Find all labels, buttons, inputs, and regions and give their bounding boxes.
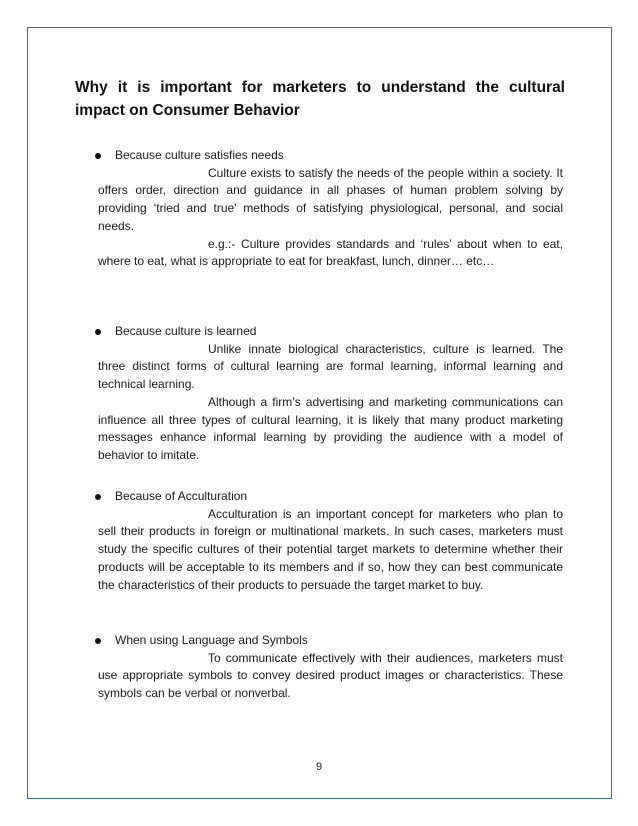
bullet-title: Because culture satisfies needs xyxy=(115,148,284,162)
paragraph-text: Although a firm’s advertising and marketing communications can influence all three types of cultural learning, it is likely that many product marketing messages enhance informal learning by providing the audience with a model of behavior to imitate. xyxy=(98,394,563,462)
page-number: 9 xyxy=(315,761,323,773)
bullet-section-culture-satisfies-needs xyxy=(95,147,563,271)
bullet-title: Because culture is learned xyxy=(115,324,257,338)
bullet-point xyxy=(95,153,101,159)
section-paragraph xyxy=(95,165,563,236)
bullet-section-language-and-symbols xyxy=(95,632,563,703)
bullet-title: Because of Acculturation xyxy=(115,489,248,503)
section-paragraph xyxy=(95,506,563,595)
paragraph-text: To communicate effectively with their audiences, marketers must use appropriate symbols to convey desired product images or characteristics. These symbols can be verbal or nonverbal. xyxy=(98,650,563,701)
bullet-title: When using Language and Symbols xyxy=(115,633,308,647)
paragraph-text: Acculturation is an important concept for marketers who plan to sell their products in foreign or multinational markets. In such cases, marketers must study the specific cultures of their potential target markets to determine whether their products will be acceptable to its members and if so, how they can best communicate the characteristics of their products to persuade the target market to buy. xyxy=(98,506,563,592)
bullet-point xyxy=(95,638,101,644)
paragraph-text: e.g.:- Culture provides standards and ‘rules’ about when to eat, where to eat, what is appropriate to eat for breakfast, lunch, dinner… etc… xyxy=(98,236,563,269)
section-paragraph xyxy=(95,650,563,703)
section-paragraph xyxy=(95,236,563,271)
section-paragraph xyxy=(95,394,563,465)
section-paragraph xyxy=(95,341,563,394)
paragraph-text: Culture exists to satisfy the needs of the people within a society. It offers order, direction and guidance in all phases of human problem solving by providing ‘tried and true’ methods of satisfying physiological, personal, and social needs. xyxy=(98,165,563,233)
bullet-section-culture-is-learned xyxy=(95,323,563,465)
page-heading: Why it is important for marketers to understand the cultural impact on Consumer Behavior xyxy=(75,79,565,119)
bullet-point xyxy=(95,494,101,500)
bullet-point xyxy=(95,329,101,335)
paragraph-text: Unlike innate biological characteristics, culture is learned. The three distinct forms of cultural learning are formal learning, informal learning and technical learning. xyxy=(98,341,563,392)
bullet-section-acculturation xyxy=(95,488,563,594)
